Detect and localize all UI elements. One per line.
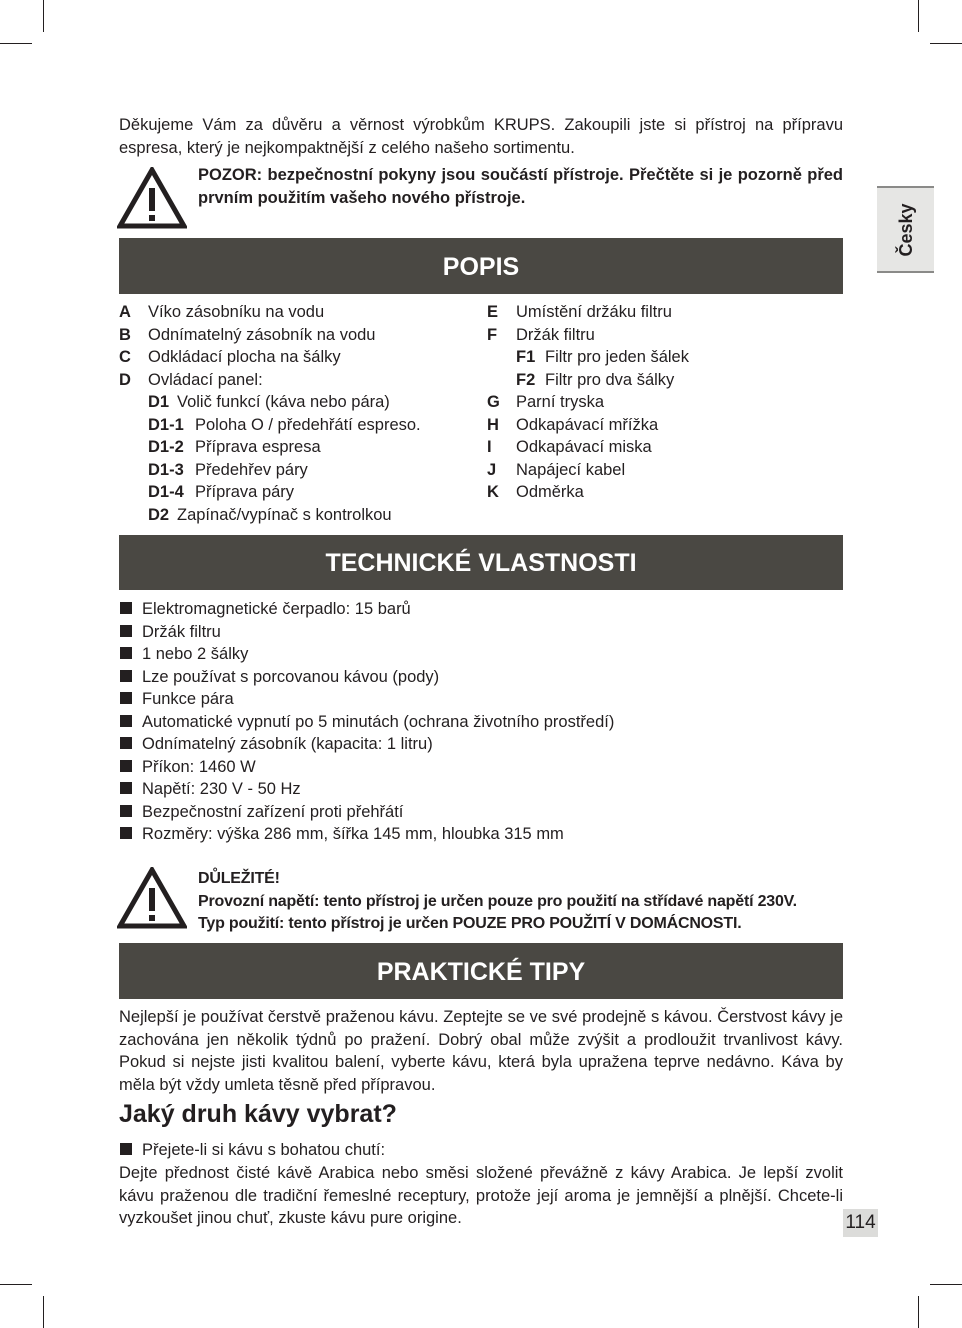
- part-key: A: [119, 303, 131, 321]
- bullet-square-icon: [120, 647, 132, 659]
- bullet-square-icon: [120, 827, 132, 839]
- page-number: 114: [843, 1209, 878, 1237]
- parts-list-subitem: [119, 481, 479, 504]
- tech-spec-item: [119, 688, 843, 711]
- section-title-tips: PRAKTICKÉ TIPY: [376, 958, 586, 986]
- important-title: DŮLEŽITÉ!: [198, 870, 280, 887]
- tech-spec-item: [119, 756, 843, 779]
- part-key: D1-3: [148, 460, 184, 479]
- bullet-square-icon: [120, 692, 132, 704]
- language-tab: [877, 186, 934, 273]
- language-tab-label: Česky: [895, 202, 916, 257]
- part-key: D2: [148, 505, 170, 524]
- parts-list-subitem: [119, 414, 479, 437]
- tech-spec-text: Bezpečnostní zařízení proti přehřátí: [142, 802, 404, 821]
- part-key: D1: [148, 393, 170, 411]
- tech-spec-text: Příkon: 1460 W: [142, 757, 256, 776]
- part-label: Zapínač/vypínač s kontrolkou: [177, 505, 392, 524]
- safety-warning-text: POZOR: bezpečnostní pokyny jsou součástí přístroje. Přečtěte si je pozorně před prvním použitím vašeho nového přístroje.: [198, 166, 843, 207]
- crop-mark: [918, 1296, 919, 1328]
- part-label: Ovládací panel:: [148, 370, 263, 389]
- tech-specs-list: [119, 598, 843, 846]
- parts-list-subitem: [119, 436, 479, 459]
- warning-triangle-icon: [117, 867, 187, 929]
- parts-list-item: [487, 481, 843, 504]
- bullet-square-icon: [120, 782, 132, 794]
- parts-list-item: [119, 324, 479, 347]
- coffee-bullet-text: Přejete-li si kávu s bohatou chutí:: [142, 1141, 386, 1159]
- parts-list-item: [119, 346, 479, 369]
- coffee-type-heading: Jaký druh kávy vybrat?: [119, 1100, 397, 1128]
- tech-spec-item: [119, 801, 843, 824]
- part-label: Příprava páry: [195, 483, 295, 501]
- parts-list-subitem: [119, 391, 479, 414]
- parts-list-item: [119, 369, 479, 392]
- coffee-paragraph: Dejte přednost čisté kávě Arabica nebo směsi složené převážně z kávy Arabica. Je lepší zvolit kávu praženou dle tradiční řemeslné receptury, protože její aroma je jemnější a plnější. Chcete-li vyzkoušet jinou chuť, zkuste kávu pure origine.: [119, 1164, 843, 1227]
- part-label: Odkapávací mřížka: [516, 415, 659, 434]
- crop-mark: [930, 1284, 962, 1285]
- part-label: Filtr pro dva šálky: [545, 370, 675, 389]
- parts-list-item: [487, 414, 843, 437]
- section-title-popis: POPIS: [442, 253, 520, 281]
- intro-paragraph: Děkujeme Vám za důvěru a věrnost výrobkům KRUPS. Zakoupili jste si přístroj na přípravu espresa, který je nejkompaktnější z celého našeho sortimentu.: [119, 116, 843, 157]
- part-key: F1: [516, 348, 536, 366]
- section-banner-tech: [119, 535, 843, 590]
- part-key: E: [487, 303, 499, 321]
- part-label: Napájecí kabel: [516, 460, 626, 479]
- part-label: Odměrka: [516, 483, 584, 501]
- tech-spec-item: [119, 666, 843, 689]
- parts-list-item: [487, 324, 843, 347]
- tech-spec-text: Funkce pára: [142, 690, 234, 708]
- tech-spec-text: Elektromagnetické čerpadlo: 15 barů: [142, 600, 411, 618]
- part-label: Odkapávací miska: [516, 438, 652, 456]
- part-key: F: [487, 325, 498, 344]
- parts-list-left: [119, 301, 479, 526]
- bullet-square-icon: [120, 1143, 132, 1155]
- parts-list-subitem: [487, 369, 843, 392]
- tech-spec-item: [119, 643, 843, 666]
- bullet-square-icon: [120, 602, 132, 614]
- part-label: Příprava espresa: [195, 438, 321, 456]
- tech-spec-text: 1 nebo 2 šálky: [142, 645, 249, 663]
- part-label: Volič funkcí (káva nebo pára): [177, 393, 390, 411]
- part-key: G: [487, 393, 500, 411]
- warning-triangle-icon: [117, 167, 187, 229]
- parts-list-item: [487, 301, 843, 324]
- part-key: D1-2: [148, 438, 184, 456]
- tech-spec-item: [119, 621, 843, 644]
- coffee-bullet-list: [119, 1139, 843, 1162]
- coffee-bullet-item: [119, 1139, 843, 1162]
- parts-list-subitem: [119, 504, 479, 527]
- part-key: J: [487, 460, 497, 479]
- part-label: Umístění držáku filtru: [516, 303, 672, 321]
- parts-list-item: [487, 436, 843, 459]
- parts-list-item: [487, 459, 843, 482]
- bullet-square-icon: [120, 715, 132, 727]
- bullet-square-icon: [120, 805, 132, 817]
- tech-spec-text: Napětí: 230 V - 50 Hz: [142, 780, 301, 798]
- parts-list-subitem: [119, 459, 479, 482]
- bullet-square-icon: [120, 737, 132, 749]
- part-key: F2: [516, 370, 536, 389]
- crop-mark: [0, 1284, 32, 1285]
- parts-list-right: [487, 301, 843, 504]
- part-label: Odnímatelný zásobník na vodu: [148, 325, 376, 344]
- part-key: C: [119, 348, 131, 366]
- tech-spec-text: Držák filtru: [142, 622, 221, 641]
- part-key: D1-4: [148, 483, 184, 501]
- part-key: K: [487, 483, 499, 501]
- parts-list-subitem: [487, 346, 843, 369]
- tech-spec-text: Odnímatelný zásobník (kapacita: 1 litru): [142, 735, 433, 753]
- part-label: Filtr pro jeden šálek: [545, 348, 689, 366]
- tech-spec-item: [119, 733, 843, 756]
- part-label: Parní tryska: [516, 393, 605, 411]
- part-label: Poloha O / předehřátí espreso.: [195, 415, 421, 434]
- parts-list-item: [487, 391, 843, 414]
- bullet-square-icon: [120, 625, 132, 637]
- part-key: B: [119, 325, 131, 344]
- tech-spec-text: Lze používat s porcovanou kávou (pody): [142, 667, 440, 686]
- part-label: Držák filtru: [516, 325, 595, 344]
- tech-spec-text: Rozměry: výška 286 mm, šířka 145 mm, hloubka 315 mm: [142, 825, 564, 843]
- part-key: D: [119, 370, 131, 389]
- tips-paragraph: Nejlepší je používat čerstvě praženou kávu. Zeptejte se ve své prodejně s kávou. Čerstvost kávy je zachována jen několik týdnů po pražení. Dobrý obal může zvýšit a prodloužit trvanlivost kávy. Pokud si nejste jisti kvalitou balení, vyberte kávu, která byla upražena teprve nedávno. Káva by měla být vždy umleta těsně před přípravou.: [119, 1008, 843, 1094]
- crop-mark: [43, 1296, 44, 1328]
- tech-spec-item: [119, 778, 843, 801]
- crop-mark: [930, 43, 962, 44]
- part-label: Odkládací plocha na šálky: [148, 348, 341, 366]
- bullet-square-icon: [120, 760, 132, 772]
- section-title-tech: TECHNICKÉ VLASTNOSTI: [325, 549, 637, 577]
- parts-list-item: [119, 301, 479, 324]
- section-banner-tips: [119, 943, 843, 999]
- tech-spec-text: Automatické vypnutí po 5 minutách (ochrana životního prostředí): [142, 712, 615, 731]
- part-key: D1-1: [148, 415, 184, 434]
- part-label: Víko zásobníku na vodu: [148, 303, 325, 321]
- tech-spec-item: [119, 711, 843, 734]
- bullet-square-icon: [120, 670, 132, 682]
- tech-spec-item: [119, 823, 843, 846]
- usage-notice: Typ použití: tento přístroj je určen POUZE PRO POUŽITÍ V DOMÁCNOSTI.: [198, 915, 742, 932]
- crop-mark: [43, 0, 44, 32]
- tech-spec-item: [119, 598, 843, 621]
- part-key: H: [487, 415, 499, 434]
- crop-mark: [918, 0, 919, 32]
- part-label: Předehřev páry: [195, 460, 308, 479]
- section-banner-popis: [119, 238, 843, 294]
- voltage-notice: Provozní napětí: tento přístroj je určen pouze pro použití na střídavé napětí 230V.: [198, 892, 797, 910]
- important-notice: [198, 868, 843, 936]
- crop-mark: [0, 43, 32, 44]
- part-key: I: [487, 438, 492, 456]
